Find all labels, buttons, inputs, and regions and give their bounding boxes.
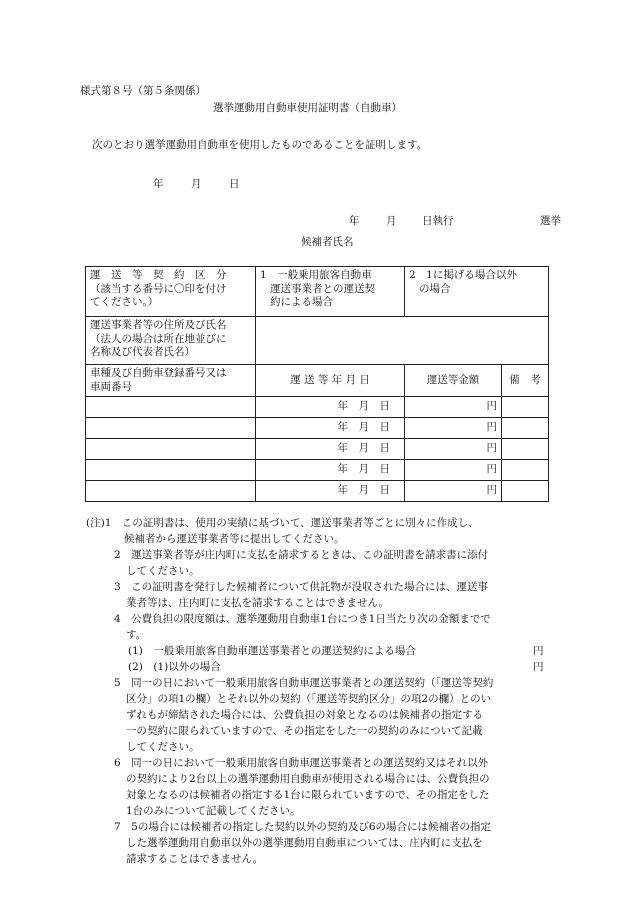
date-cell[interactable]: 年 月 日 [256,397,405,418]
amount-cell[interactable]: 円 [405,481,502,502]
certification-statement: 次のとおり選挙運動用自動車を使用したものであることを証明します。 [92,139,428,151]
amount-cell[interactable]: 円 [405,397,502,418]
remarks-cell[interactable] [502,460,549,481]
remarks-cell[interactable] [502,439,549,460]
document-title: 選挙運動用自動車使用証明書（自動車） [213,102,402,114]
election-label: 選挙 [540,215,561,227]
vehicle-cell[interactable] [86,460,256,481]
notes-section [88,515,558,867]
issue-year-label: 年 [153,178,164,190]
candidate-name-label: 候補者氏名 [301,236,354,248]
date-cell[interactable]: 年 月 日 [256,481,405,502]
note-line: 候補者から運送事業者等に提出してください。 [124,533,345,545]
contract-type-instruction-1: （該当する番号に〇印を付け [90,282,227,295]
vehicle-cell[interactable] [86,418,256,439]
vehicle-header-line-2: 車両番号 [90,380,132,393]
carrier-header-line-3: 名称及び代表者氏名） [90,346,195,359]
note-line: 区分」の項1の欄）とそれ以外の契約（「運送等契約区分」の項2の欄）とのい [126,693,492,705]
election-year-label: 年 [349,215,360,227]
vehicle-cell[interactable] [86,481,256,502]
option-2-line-2: の場合 [419,282,451,295]
date-header: 運 送 等 年 月 日 [256,365,405,397]
option-1-line-1: 1 一般乗用旅客自動車 [260,269,372,281]
vehicle-header-line-1: 車種及び自動車登録番号又は [90,367,227,379]
carrier-header-line-2: （法人の場合は所在地並びに [90,332,227,345]
date-cell[interactable]: 年 月 日 [256,439,405,460]
note-line: 1台のみについて記載してください。 [126,805,301,817]
note-line: の契約により2台以上の選挙運動用自動車が使用される場合には、公費負担の [126,773,490,785]
amount-cell[interactable]: 円 [405,460,502,481]
note-4-2-yen: 円 [533,661,544,673]
amount-header: 運送等金額 [405,365,502,397]
option-1-line-3: 約による場合 [270,296,333,309]
note-line: 一の契約に限られていますので、その指定をした一の契約のみについて記載 [126,725,483,737]
note-1 [86,515,558,547]
note-3 [88,579,558,611]
table-row [86,481,549,502]
note-4-1-label: (1) 一般乗用旅客自動車運送事業者との運送契約による場合 [128,645,416,657]
carrier-header-line-1: 運送事業者等の住所及び氏名 [90,319,227,331]
amount-cell[interactable]: 円 [405,439,502,460]
note-line: 2 運送事業者等が庄内町に支払を請求するときは、この証明書を請求書に添付 [114,549,489,561]
note-line: してください。 [126,565,200,577]
note-4 [88,611,558,675]
carrier-field[interactable] [256,317,549,365]
remarks-cell[interactable] [502,481,549,502]
note-line: 7 5の場合には候補者の指定した契約以外の契約及び6の場合には候補者の指定 [114,821,492,833]
contract-option-2[interactable] [405,267,549,317]
note-line: 5 同一の日において一般乗用旅客自動車運送事業者との運送契約（「運送等契約 [114,677,494,689]
note-line: 請求することはできません。 [126,853,264,865]
note-6 [88,755,558,819]
contract-option-1[interactable] [256,267,405,317]
note-line: (注)1 この証明書は、使用の実績に基づいて、運送事業者等ごとに別々に作成し、 [86,517,479,529]
amount-cell[interactable]: 円 [405,418,502,439]
contract-type-instruction-2: てください。） [90,296,159,309]
note-line: す。 [126,629,147,641]
carrier-row [86,317,549,365]
note-4-2-label: (2) (1)以外の場合 [128,661,221,673]
contract-type-title: 運 送 等 契 約 区 分 [90,269,227,281]
contract-type-header [86,267,256,317]
note-line: 業者等は、庄内町に支払を請求することはできません。 [126,597,390,609]
remarks-cell[interactable] [502,418,549,439]
option-1-line-2: 運送事業者との運送契 [270,282,375,295]
note-line: した選挙運動用自動車以外の選挙運動用自動車については、庄内町に支払を [126,837,483,849]
vehicle-cell[interactable] [86,397,256,418]
note-line: 3 この証明書を発行した候補者について供託物が没収された場合には、運送事 [114,581,488,593]
remarks-cell[interactable] [502,397,549,418]
option-2-line-1: 2 1に掲げる場合以外 [409,269,517,281]
note-2 [88,547,558,579]
remarks-header: 備 考 [502,365,549,397]
table-row [86,460,549,481]
election-month-label: 月 [386,215,397,227]
table-row [86,397,549,418]
note-4-1-yen: 円 [533,645,544,657]
note-line: 対象となるのは候補者の指定する1台に限られていますので、その指定をした [126,789,490,801]
date-cell[interactable]: 年 月 日 [256,418,405,439]
note-4-1 [110,643,558,659]
contract-type-row [86,267,549,317]
carrier-header [86,317,256,365]
vehicle-cell[interactable] [86,439,256,460]
note-line: ずれもが締結された場合には、公費負担の対象となるのは候補者の指定する [126,709,483,721]
issue-month-label: 月 [191,178,202,190]
note-5 [88,675,558,755]
note-line: 4 公費負担の限度額は、選挙運動用自動車1台につき1日当たり次の金額までで [114,613,491,625]
form-number: 様式第８号（第５条関係） [80,85,206,97]
election-day-label: 日執行 [422,215,454,227]
note-4-2 [110,659,558,675]
header-row [86,365,549,397]
note-line: 6 同一の日において一般乗用旅客自動車運送事業者との運送契約又はそれ以外 [114,757,489,769]
certificate-table [85,266,549,502]
date-cell[interactable]: 年 月 日 [256,460,405,481]
issue-day-label: 日 [229,178,240,190]
table-row [86,418,549,439]
table-row [86,439,549,460]
note-7 [88,819,558,867]
vehicle-header [86,365,256,397]
note-line: してください。 [126,741,200,753]
